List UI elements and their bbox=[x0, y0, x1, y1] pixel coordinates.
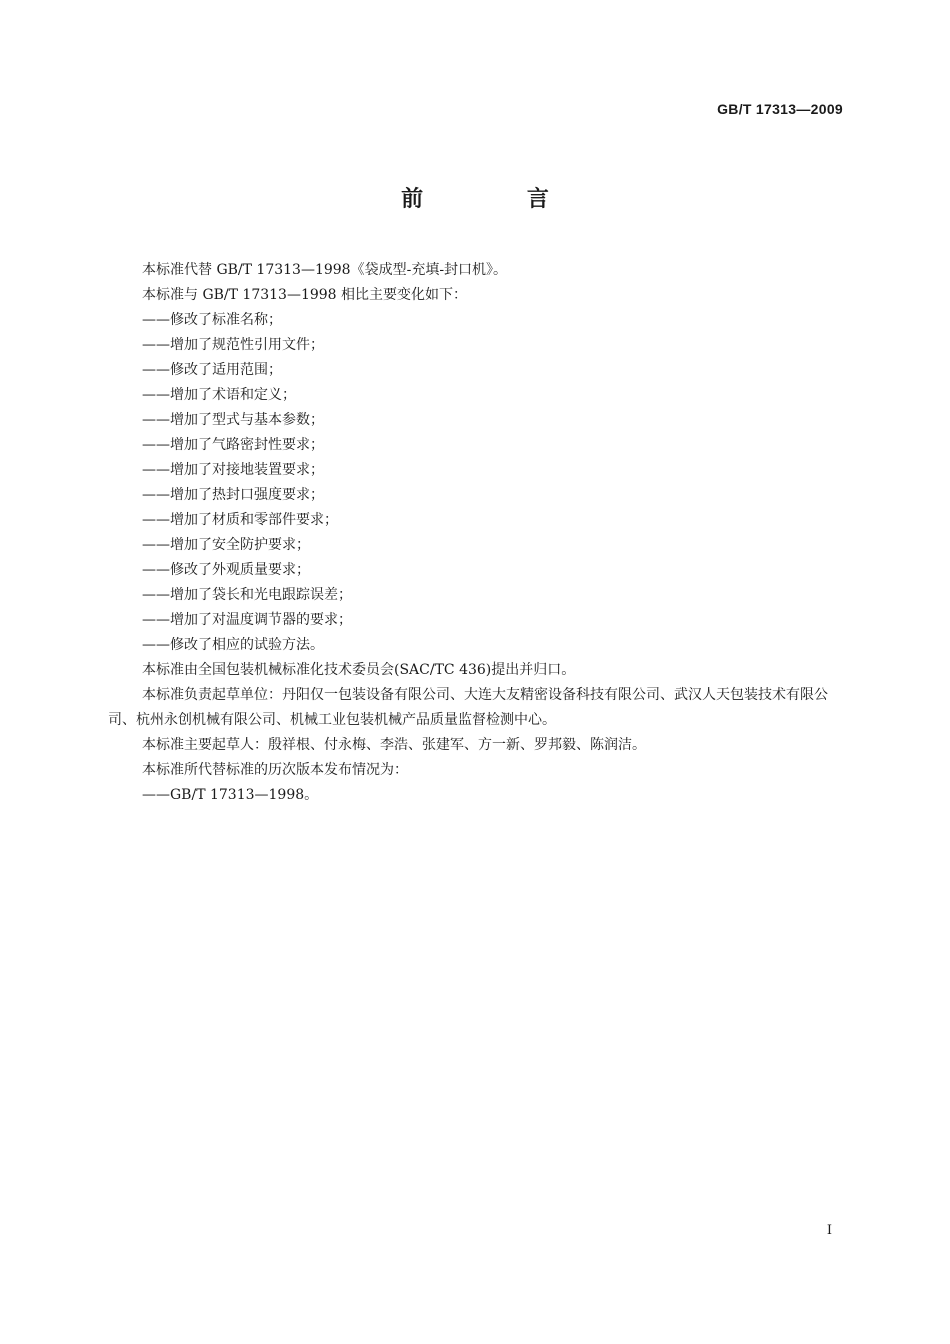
page-number: I bbox=[826, 1223, 832, 1238]
change-item: ——修改了外观质量要求； bbox=[142, 562, 310, 578]
change-item: ——修改了标准名称； bbox=[142, 312, 282, 328]
history-item: ——GB/T 17313—1998。 bbox=[142, 787, 319, 803]
change-item: ——增加了袋长和光电跟踪误差； bbox=[142, 587, 352, 603]
closing-paragraph: 本标准负责起草单位：丹阳仅一包装设备有限公司、大连大友精密设备科技有限公司、武汉人天包装技术有限公司、杭州永创机械有限公司、机械工业包装机械产品质量监督检测中心。 bbox=[108, 687, 828, 728]
standard-number: GB/T 17313—2009 bbox=[717, 101, 843, 117]
change-item: ——增加了术语和定义； bbox=[142, 387, 296, 403]
change-item: ——增加了安全防护要求； bbox=[142, 537, 310, 553]
closing-paragraph: 本标准所代替标准的历次版本发布情况为： bbox=[142, 762, 408, 778]
closing-paragraph: 本标准主要起草人：殷祥根、付永梅、李浩、张建军、方一新、罗邦毅、陈润洁。 bbox=[142, 737, 646, 753]
change-item: ——增加了材质和零部件要求； bbox=[142, 512, 338, 528]
foreword-body bbox=[108, 258, 848, 808]
change-item: ——增加了气路密封性要求； bbox=[142, 437, 324, 453]
change-item: ——增加了规范性引用文件； bbox=[142, 337, 324, 353]
change-item: ——增加了对接地装置要求； bbox=[142, 462, 324, 478]
change-item: ——增加了型式与基本参数； bbox=[142, 412, 324, 428]
intro-paragraph: 本标准代替 GB/T 17313—1998《袋成型-充填-封口机》。 bbox=[142, 262, 508, 278]
change-item: ——修改了相应的试验方法。 bbox=[142, 637, 324, 653]
change-item: ——修改了适用范围； bbox=[142, 362, 282, 378]
page-title: 前 言 bbox=[401, 187, 597, 212]
change-item: ——增加了对温度调节器的要求； bbox=[142, 612, 352, 628]
closing-paragraph: 本标准由全国包装机械标准化技术委员会(SAC/TC 436)提出并归口。 bbox=[142, 662, 576, 678]
change-item: ——增加了热封口强度要求； bbox=[142, 487, 324, 503]
intro-paragraph: 本标准与 GB/T 17313—1998 相比主要变化如下： bbox=[142, 287, 468, 303]
